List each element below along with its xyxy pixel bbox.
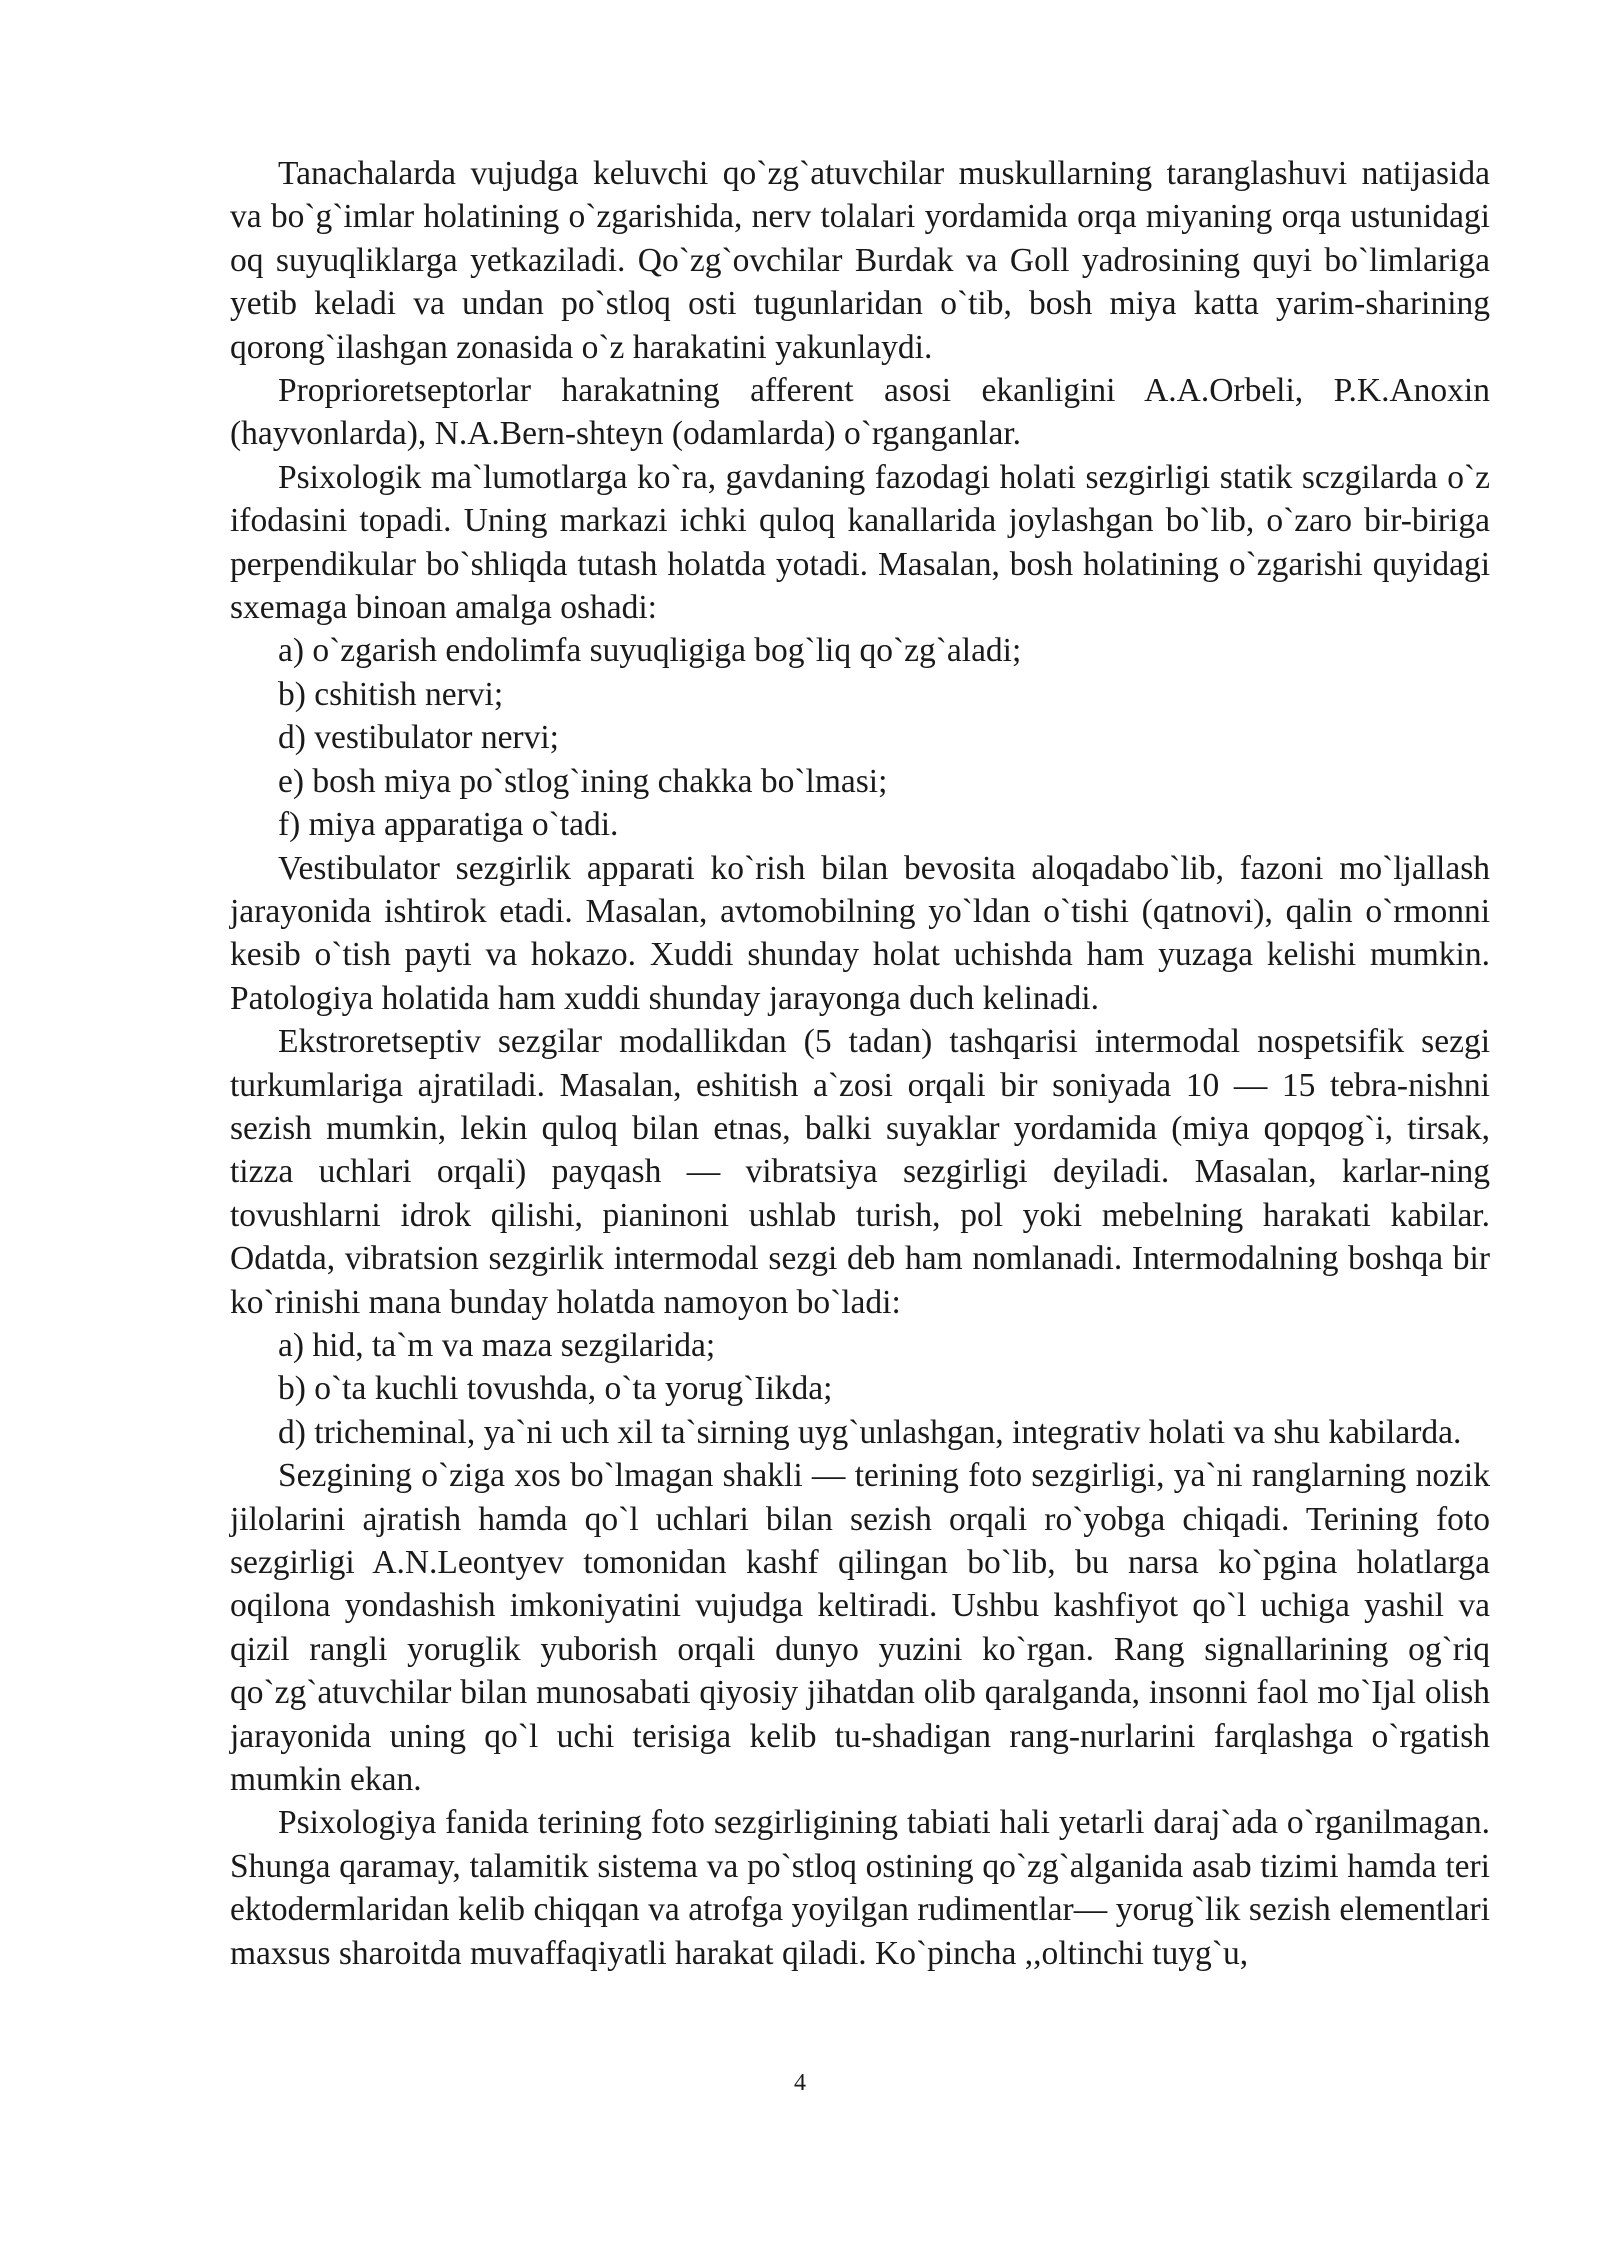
list-item-intermodal-d: d) tricheminal, ya`ni uch xil ta`sirning uyg`unlashgan, integrativ holati va shu kabilarda. xyxy=(278,1413,1462,1451)
paragraph-vestibulator: Vestibulator sezgirlik apparati ko`rish bilan bevosita aloqadabo`lib, fazoni mo`ljallash jarayonida ishtirok etadi. Masalan, avtomobilning yo`ldan o`tishi (qatnovi), qalin o`rmonni kesib o`tish payti va hokazo. Xuddi shunday holat uchishda ham yuzaga kelishi mumkin. Patologiya holatida ham xuddi shunday jarayonga duch kelinadi. xyxy=(230,849,1490,1017)
paragraph-ekstroretseptiv: Ekstroretseptiv sezgilar modallikdan (5 tadan) tashqarisi intermodal nospetsifik sezgi turkumlariga ajratiladi. Masalan, eshitish a`zosi orqali bir soniyada 10 — 15 tebra-nishni sezish mumkin, lekin quloq bilan etnas, balki suyaklar yordamida (miya qopqog`i, tirsak, tizza uchlari orqali) payqash — vibratsiya sezgirligi deyiladi. Masalan, karlar-ning tovushlarni idrok qilishi, pianinoni ushlab turish, pol yoki mebelning harakati kabilar. Odatda, vibratsion sezgirlik intermodal sezgi deb ham nomlanadi. Intermodalning boshqa bir ko`rinishi mana bunday holatda namoyon bo`ladi: xyxy=(230,1023,1490,1321)
paragraph-sezgining: Sezgining o`ziga xos bo`lmagan shakli — terining foto sezgirligi, ya`ni ranglarning nozik jilolarini ajratish hamda qo`l uchlari bilan sezish orqali ro`yobga chiqadi. Terining foto sezgirligi A.N.Leontyev tomonidan kashf qilingan bo`lib, bu narsa ko`pgina holatlarga oqilona yondashish imkoniyatini vujudga keltiradi. Ushbu kashfiyot qo`l uchiga yashil va qizil rangli yoruglik yuborish orqali dunyo yuzini ko`rgan. Rang signallarining og`riq qo`zg`atuvchilar bilan munosabati qiyosiy jihatdan olib qaralganda, insonni faol mo`Ijal olish jarayonida uning qo`l uchi terisiga kelib tu-shadigan rang-nurlarini farqlashga o`rgatish mumkin ekan. xyxy=(230,1457,1490,1799)
paragraph-psixologik: Psixologik ma`lumotlarga ko`ra, gavdaning fazodagi holati sezgirligi statik sczgilarda o`z ifodasini topadi. Uning markazi ichki quloq kanallarida joylashgan bo`lib, o`zaro bir-biriga perpendikular bo`shliqda tutash holatda yotadi. Masalan, bosh holatining o`zgarishi quyidagi sxemaga binoan amalga oshadi: xyxy=(230,458,1490,627)
paragraph-tanachalarda: Tanachalarda vujudga keluvchi qo`zg`atuvchilar muskullarning taranglashuvi natijasida va bo`g`imlar holatining o`zgarishida, nerv tolalari yordamida orqa miyaning orqa ustunidagi oq suyuqliklarga yetkaziladi. Qo`zg`ovchilar Burdak va Goll yadrosining quyi bo`limlariga yetib keladi va undan po`stloq osti tugunlaridan o`tib, bosh miya katta yarim-sharining qorong`ilashgan zonasida o`z harakatini yakunlaydi. xyxy=(230,155,1490,366)
paragraph-proprioretseptorlar: Proprioretseptorlar harakatning afferent asosi ekanligini A.A.Orbeli, P.K.Anoxin (hayvonlarda), N.A.Bern-shteyn (odamlarda) o`rganganlar. xyxy=(230,372,1490,453)
body-text xyxy=(230,152,1490,1975)
list-item-d: d) vestibulator nervi; xyxy=(278,719,559,757)
paragraph-psixologiya: Psixologiya fanida terining foto sezgirligining tabiati hali yetarli daraj`ada o`rganilmagan. Shunga qaramay, talamitik sistema va po`stloq ostining qo`zg`alganida asab tizimi hamda teri ektodermlaridan kelib chiqqan va atrofga yoyilgan rudimentlar— yorug`lik sezish elementlari maxsus sharoitda muvaffaqiyatli harakat qiladi. Ko`pincha ,,oltinchi tuyg`u, xyxy=(230,1804,1490,1972)
list-item-e: e) bosh miya po`stlog`ining chakka bo`lmasi; xyxy=(278,762,888,800)
list-item-intermodal-a: a) hid, ta`m va maza sezgilarida; xyxy=(278,1326,716,1364)
list-item-f: f) miya apparatiga o`tadi. xyxy=(278,806,619,844)
page-number: 4 xyxy=(794,2070,806,2096)
list-item-a: a) o`zgarish endolimfa suyuqligiga bog`liq qo`zg`aladi; xyxy=(278,632,1022,670)
list-item-intermodal-b: b) o`ta kuchli tovushda, o`ta yorug`Iikda; xyxy=(278,1370,833,1408)
list-item-b: b) cshitish nervi; xyxy=(278,675,504,713)
